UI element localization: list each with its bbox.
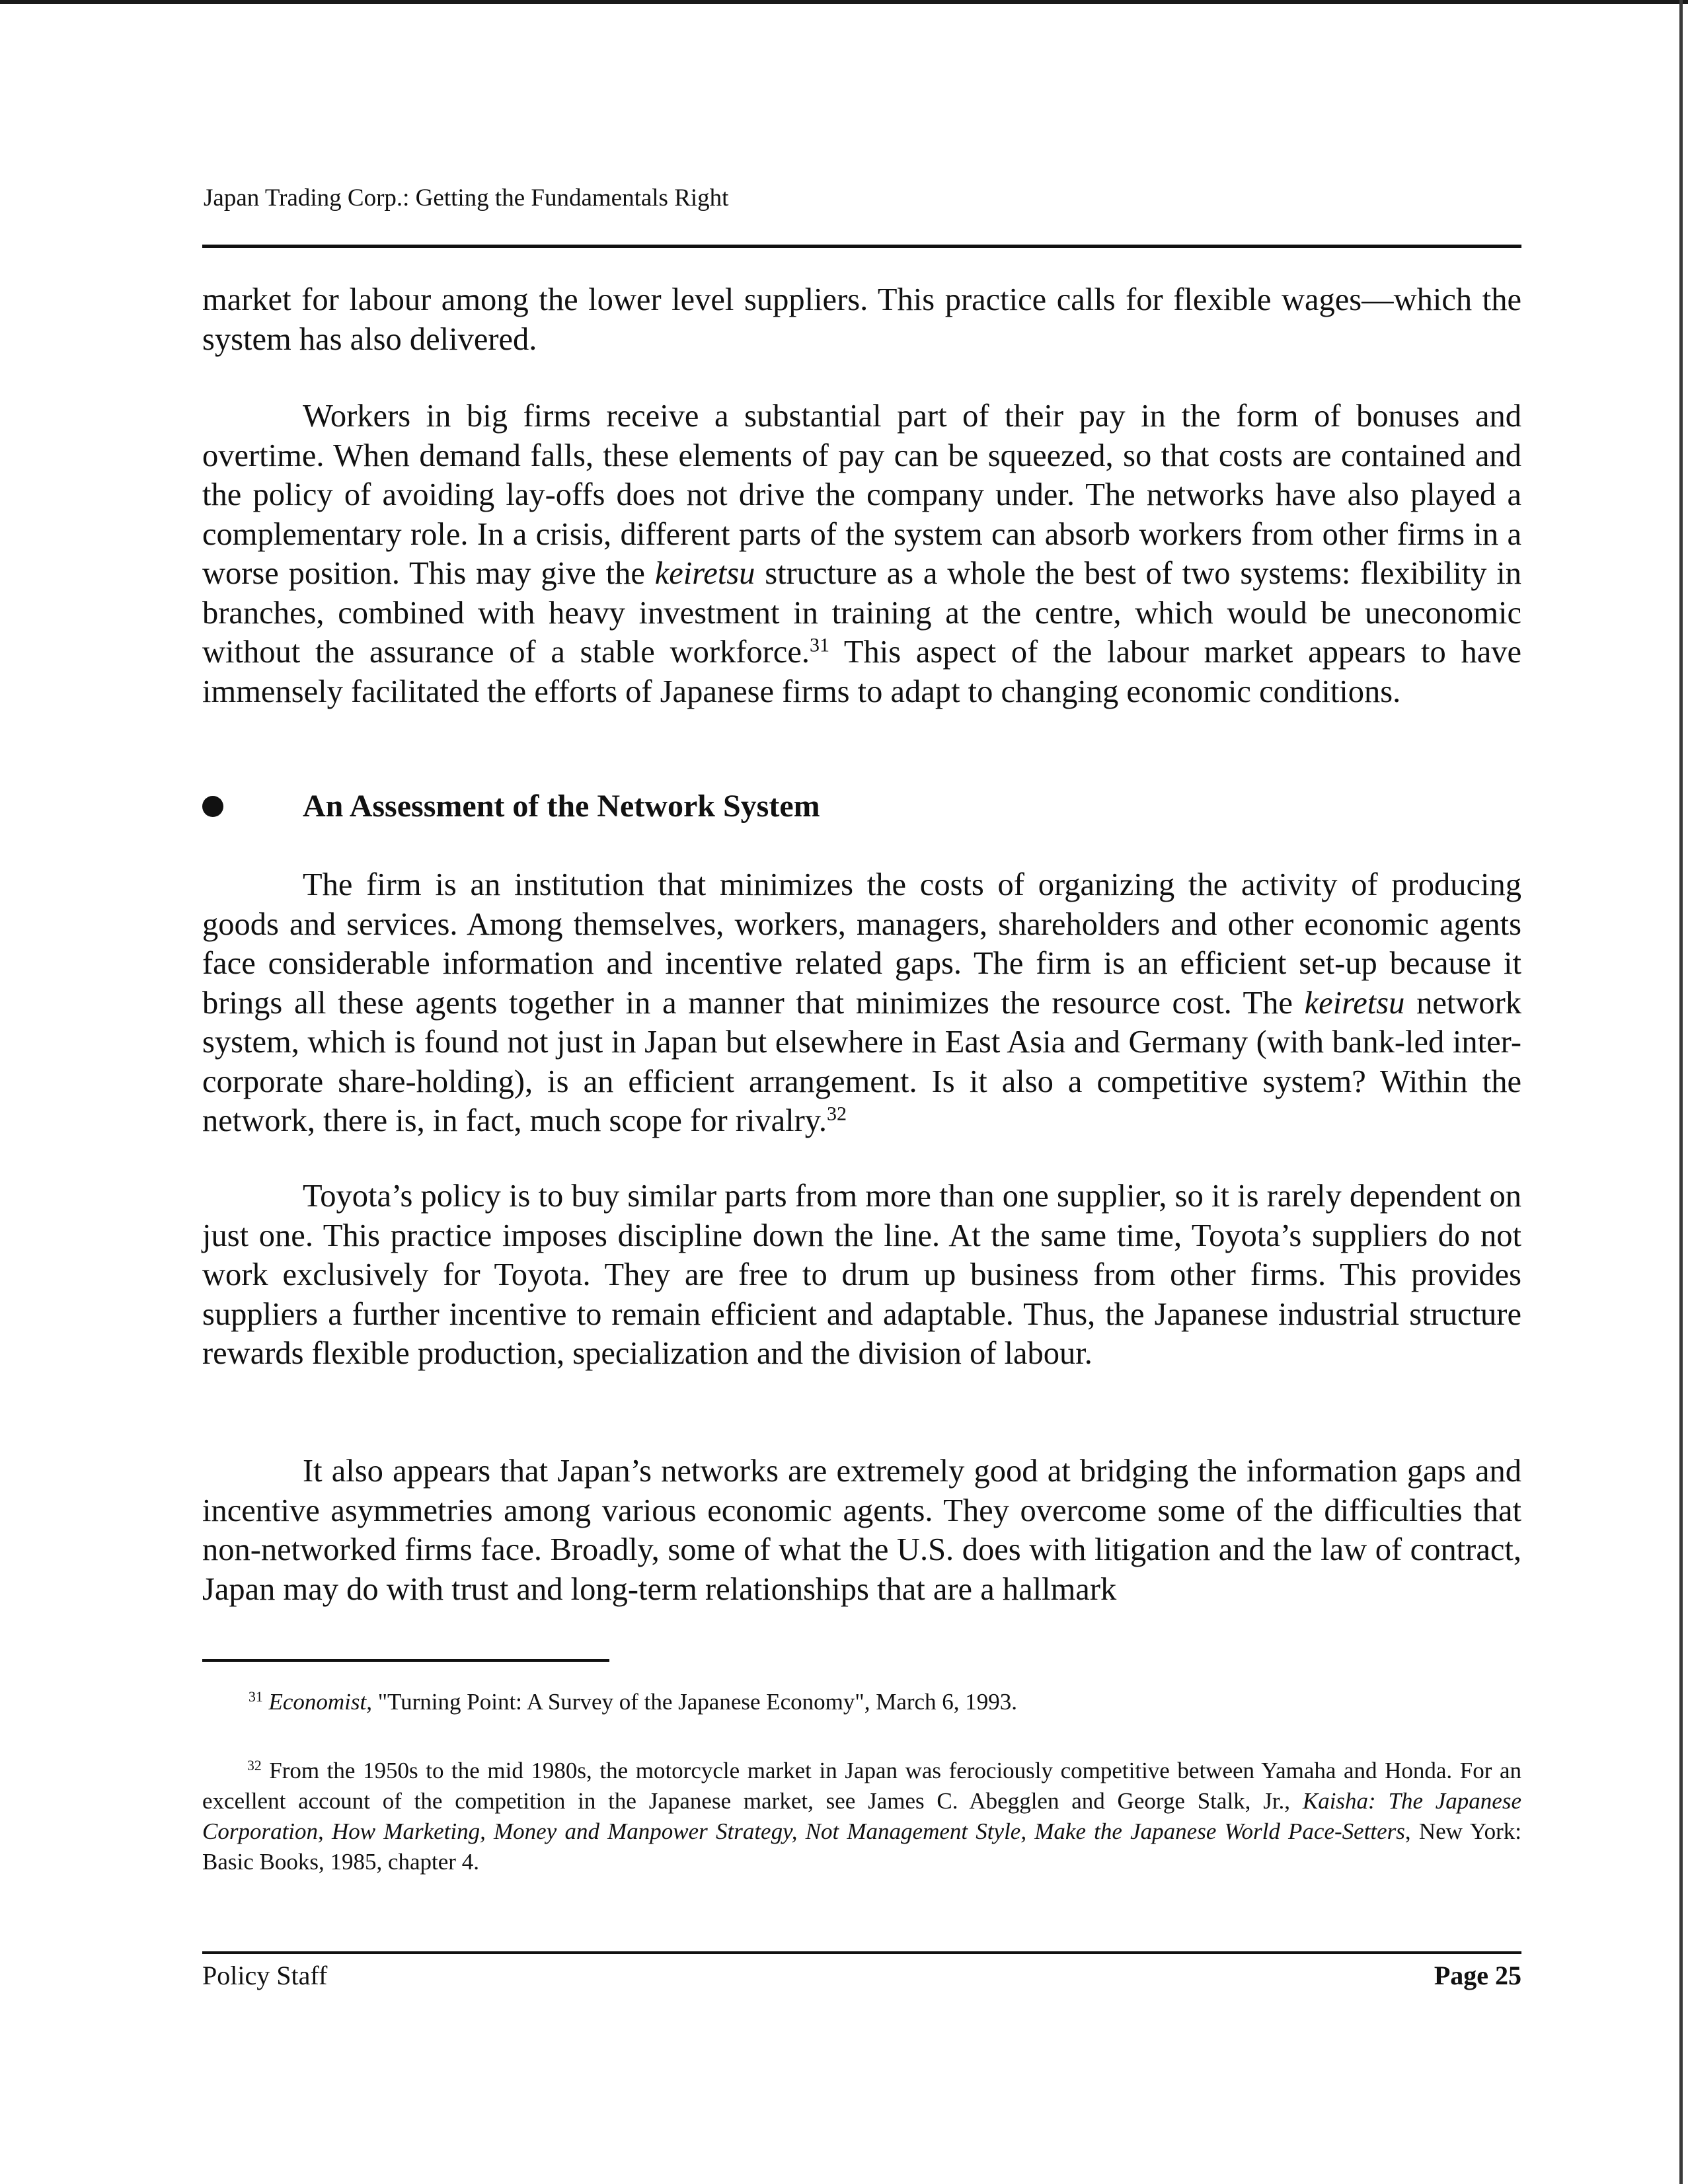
keiretsu-term: keiretsu xyxy=(654,556,755,591)
paragraph-4 xyxy=(202,1177,1521,1374)
paragraph-3-text-b: network system, which is found not just in Japan but elsewhere in East Asia and Germany (with bank-led inter-corporate share-holding), is an efficient arrangement. Is it also a competitive system? Within the network, there is, in fact, much scope for rivalry. xyxy=(202,985,1521,1138)
footnote-31-number: 31 xyxy=(249,1689,263,1705)
footnote-rule xyxy=(202,1659,609,1662)
paragraph-3-text-a: The firm is an institution that minimizes the costs of organizing the activity of producing goods and services. Among themselves, workers, managers, shareholders and other economic agents face considerable information and incentive related gaps. The firm is an efficient set-up because it brings all these agents together in a manner that minimizes the resource cost. The xyxy=(202,867,1521,1021)
footnote-ref-31: 31 xyxy=(809,633,830,656)
footnote-32-text-a: From the 1950s to the mid 1980s, the motorcycle market in Japan was ferociously competitive between Yamaha and Honda. For an excellent account of the competition in the Japanese market, see James C. Abegglen and George Stalk, Jr., xyxy=(202,1758,1521,1814)
section-heading-text: An Assessment of the Network System xyxy=(303,789,820,824)
footnote-32-number: 32 xyxy=(247,1758,262,1774)
running-header: Japan Trading Corp.: Getting the Fundamentals Right xyxy=(204,184,729,212)
footnote-ref-32: 32 xyxy=(826,1102,847,1125)
paragraph-1-text: market for labour among the lower level suppliers. This practice calls for flexible wages—which the system has also delivered. xyxy=(202,282,1521,357)
paragraph-3 xyxy=(202,865,1521,1141)
paragraph-5-text: It also appears that Japan’s networks are extremely good at bridging the information gaps and incentive asymmetries among various economic agents. They overcome some of the difficulties that non-networked firms face. Broadly, some of what the U.S. does with litigation and the law of contract, Japan may do with trust and long-term relationships that are a hallmark xyxy=(202,1454,1521,1607)
footnote-32 xyxy=(202,1756,1521,1877)
paragraph-2-text-c: This aspect of the labour market appears to have immensely facilitated the efforts of Japanese firms to adapt to changing economic conditions. xyxy=(202,635,1522,709)
footnote-32-book-title: Kaisha: The Japanese Corporation, How Marketing, Money and Manpower Strategy, Not Management Style, Make the Japanese World Pace-Setters xyxy=(202,1788,1521,1844)
paragraph-4-text: Toyota’s policy is to buy similar parts from more than one supplier, so it is rarely dependent on just one. This practice imposes discipline down the line. At the same time, Toyota’s suppliers do not work exclusively for Toyota. They are free to drum up business from other firms. This provides suppliers a further incentive to remain efficient and adaptable. Thus, the Japanese industrial structure rewards flexible production, specialization and the division of labour. xyxy=(202,1179,1521,1371)
scan-top-border xyxy=(0,0,1688,4)
footer-left: Policy Staff xyxy=(202,1961,328,1990)
bullet-icon xyxy=(202,796,223,817)
paragraph-2 xyxy=(202,397,1521,711)
keiretsu-term: keiretsu xyxy=(1304,985,1405,1021)
footer-rule xyxy=(202,1951,1521,1954)
paragraph-1 xyxy=(202,280,1521,359)
footnote-32-text-b: , New York: Basic Books, 1985, chapter 4. xyxy=(202,1818,1521,1875)
scan-right-border xyxy=(1679,0,1683,2184)
page-number: Page 25 xyxy=(1434,1961,1521,1990)
section-heading xyxy=(202,788,820,824)
paragraph-2-text-a: Workers in big firms receive a substantial part of their pay in the form of bonuses and overtime. When demand falls, these elements of pay can be squeezed, so that costs are contained and the policy of avoiding lay-offs does not drive the company under. The networks have also played a complementary role. In a crisis, different parts of the system can absorb workers from other firms in a worse position. This may give the xyxy=(202,399,1521,591)
footnote-31-text: "Turning Point: A Survey of the Japanese Economy", March 6, 1993. xyxy=(371,1689,1018,1715)
header-rule xyxy=(202,245,1521,248)
footnote-31 xyxy=(202,1687,1521,1717)
footnote-31-source: Economist, xyxy=(268,1689,372,1715)
paragraph-2-text-b: structure as a whole the best of two systems: flexibility in branches, combined with heavy investment in training at the centre, which would be uneconomic without the assurance of a stable workforce. xyxy=(202,556,1521,670)
paragraph-5 xyxy=(202,1452,1521,1609)
